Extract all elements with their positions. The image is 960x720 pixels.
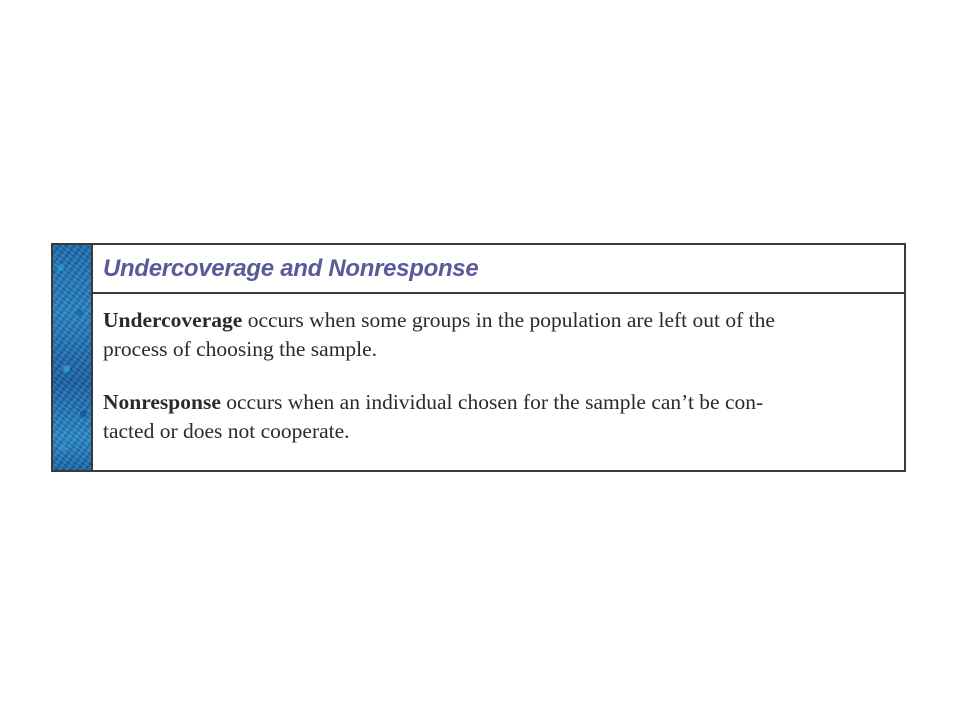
definition-undercoverage [103, 306, 894, 364]
definition-text-line: tacted or does not cooperate. [103, 419, 350, 443]
definition-box [51, 243, 906, 472]
term-nonresponse: Nonresponse [103, 390, 221, 414]
box-body [93, 294, 904, 470]
definition-nonresponse [103, 388, 894, 446]
box-header [93, 245, 904, 294]
term-undercoverage: Undercoverage [103, 308, 243, 332]
definition-content [93, 245, 904, 470]
definition-text-line: occurs when an individual chosen for the sample can’t be con- [220, 390, 764, 414]
decorative-side-bar [53, 245, 93, 470]
definition-text-line: process of choosing the sample. [103, 337, 378, 361]
definition-text-line: occurs when some groups in the population are left out of the [242, 308, 775, 332]
box-title: Undercoverage and Nonresponse [103, 254, 479, 282]
